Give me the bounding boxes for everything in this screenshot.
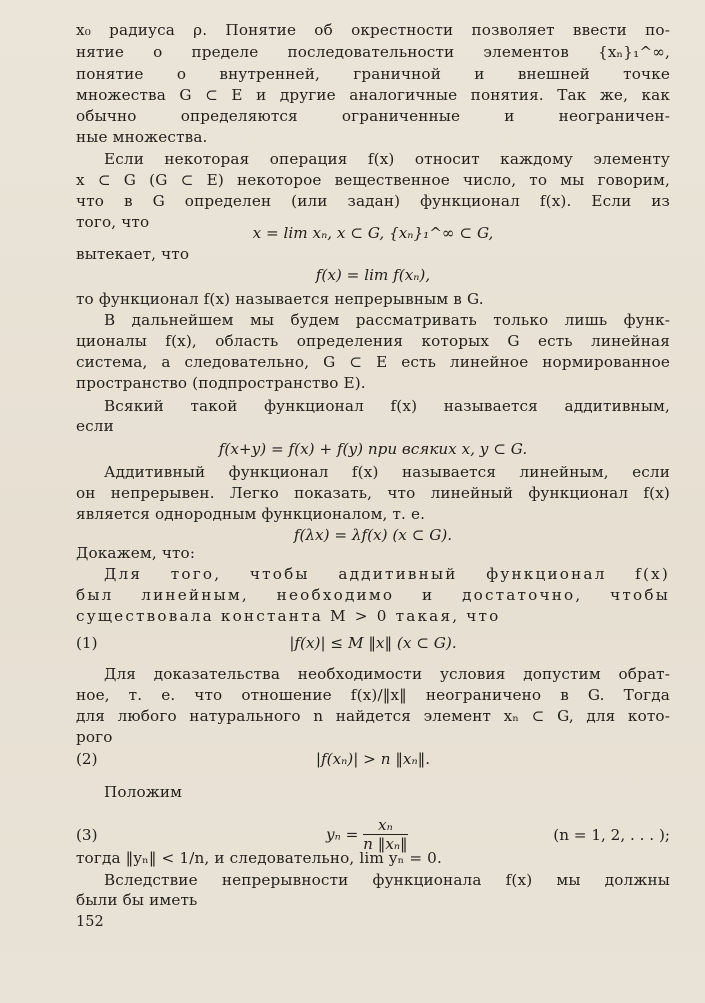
text-line: что в G определен (или задан) функционал f(x). Если из	[76, 192, 670, 210]
text-line: обычно определяются ограниченные и неограничен-	[76, 107, 670, 125]
text-line: Докажем, что:	[76, 544, 196, 562]
text-line: множества G ⊂ E и другие аналогичные понятия. Так же, как	[76, 86, 670, 104]
text-line: того, что	[76, 213, 150, 231]
equation-number: (1)	[76, 634, 98, 652]
text-line: ное, т. е. что отношение f(x)/‖x‖ неограничено в G. Тогда	[76, 686, 670, 704]
equation-lhs: yₙ =	[326, 825, 359, 844]
text-line: является однородным функционалом, т. е.	[76, 505, 426, 523]
text-line: x₀ радиуса ρ. Понятие об окрестности позволяет ввести по-	[76, 21, 670, 39]
text-line: рого	[76, 728, 113, 746]
text-line: для любого натурального n найдется элемент xₙ ⊂ G, для кото-	[76, 707, 670, 725]
equation-text: f(λx) = λf(x) (x ⊂ G).	[293, 526, 453, 544]
text-line: Для доказательства необходимости условия допустим обрат-	[104, 665, 670, 683]
equation-text: x = lim xₙ, x ⊂ G, {xₙ}₁^∞ ⊂ G,	[252, 224, 494, 242]
equation-text: f(x+y) = f(x) + f(y) при всяких x, y ⊂ G.	[218, 440, 528, 458]
fraction-numerator: xₙ	[363, 816, 408, 835]
text-line: вытекает, что	[76, 245, 190, 263]
text-line: Всякий такой функционал f(x) называется аддитивным,	[104, 397, 670, 415]
text-line: если	[76, 417, 114, 435]
text-line: Положим	[104, 783, 183, 801]
theorem-line: существовала константа M > 0 такая, что	[76, 607, 501, 625]
text-line: Аддитивный функционал f(x) называется линейным, если	[104, 463, 670, 481]
page-number: 152	[76, 914, 104, 930]
text-line: ные множества.	[76, 128, 208, 146]
text-line: он непрерывен. Легко показать, что линейный функционал f(x)	[76, 484, 670, 502]
equation-text: f(x) = lim f(xₙ),	[315, 266, 431, 284]
theorem-line: Для того, чтобы аддитивный функционал f(x)	[104, 565, 670, 583]
theorem-line: был линейным, необходимо и достаточно, чтобы	[76, 586, 670, 604]
text-line: x ⊂ G (G ⊂ E) некоторое вещественное число, то мы говорим,	[76, 171, 670, 189]
text-line: пространство (подпространство E).	[76, 374, 366, 392]
text-line: Вследствие непрерывности функционала f(x) мы должны	[104, 871, 670, 889]
text-line: нятие о пределе последовательности элементов {xₙ}₁^∞,	[76, 43, 670, 61]
text-line: Если некоторая операция f(x) относит каждому элементу	[104, 150, 670, 168]
text-line: В дальнейшем мы будем рассматривать только лишь функ-	[104, 311, 670, 329]
equation-range: (n = 1, 2, . . . );	[553, 826, 670, 844]
equation-text: |f(xₙ)| > n ‖xₙ‖.	[315, 750, 431, 768]
text-line: то функционал f(x) называется непрерывным в G.	[76, 290, 484, 308]
equation-number: (3)	[76, 826, 98, 844]
text-line: понятие о внутренней, граничной и внешней точке	[76, 65, 670, 83]
text-line: тогда ‖yₙ‖ < 1/n, и следовательно, lim yₙ = 0.	[76, 849, 442, 867]
text-line: были бы иметь	[76, 891, 198, 909]
fraction-denominator: n ‖xₙ‖	[363, 835, 408, 853]
text-line: система, а следовательно, G ⊂ E есть линейное нормированное	[76, 353, 670, 371]
equation-number: (2)	[76, 750, 98, 768]
equation-text: |f(x)| ≤ M ‖x‖ (x ⊂ G).	[289, 634, 457, 652]
text-line: ционалы f(x), область определения которых G есть линейная	[76, 332, 670, 350]
